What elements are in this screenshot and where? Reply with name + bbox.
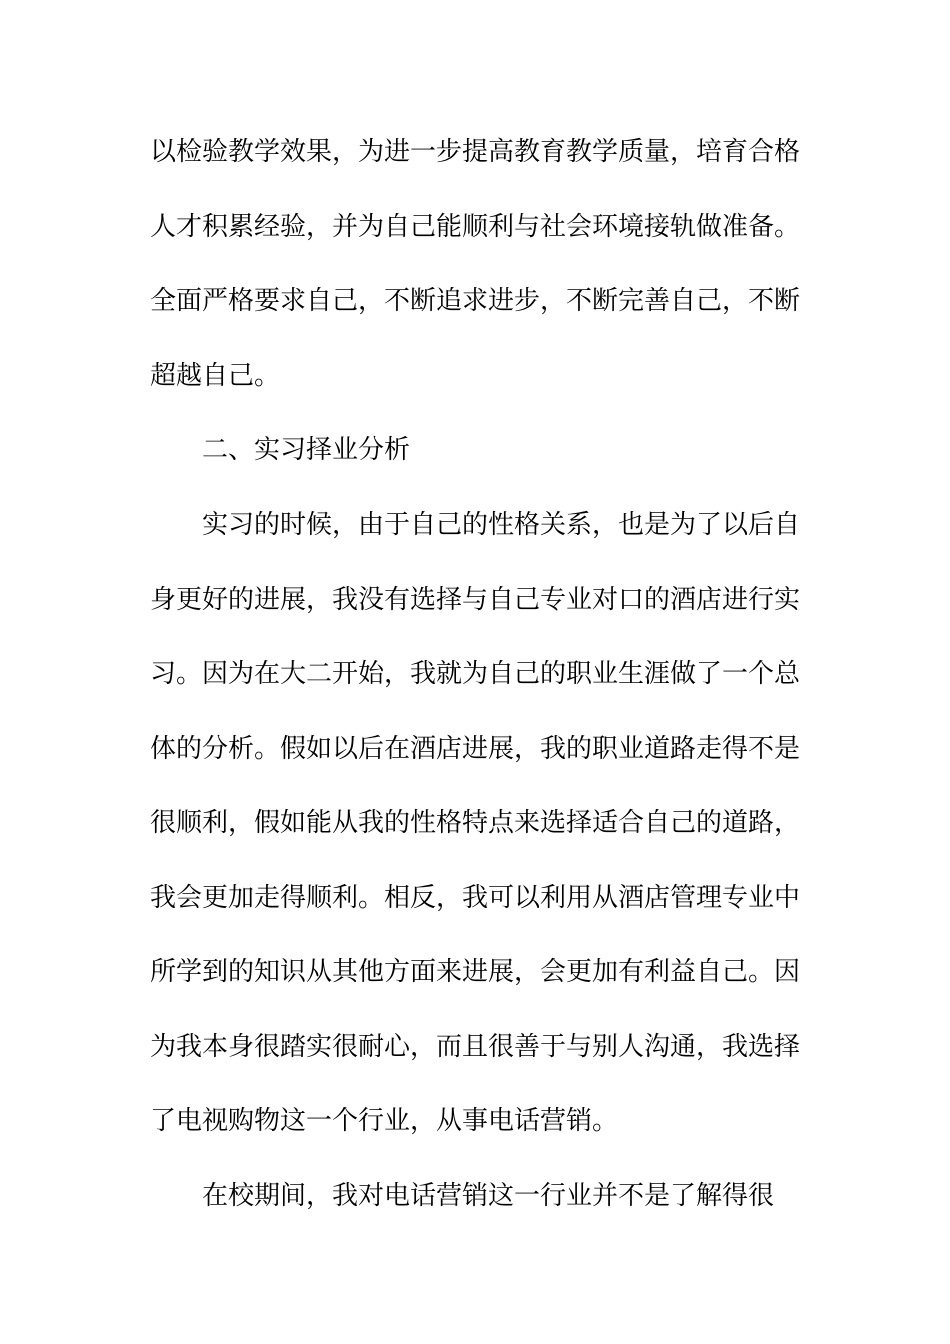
paragraph-2-line-1: 实习的时候，由于自己的性格关系，也是为了以后自 (202, 510, 800, 540)
paragraph-1-line-4: 超越自己。 (150, 361, 281, 391)
section-heading: 二、实习择业分析 (202, 435, 411, 465)
paragraph-2-line-6: 我会更加走得顺利。相反，我可以利用从酒店管理专业中 (150, 883, 800, 913)
paragraph-2-line-2: 身更好的进展，我没有选择与自己专业对口的酒店进行实 (150, 585, 800, 615)
paragraph-3-line-1: 在校期间，我对电话营销这一行业并不是了解得很 (202, 1181, 775, 1211)
paragraph-1-line-3: 全面严格要求自己，不断追求进步，不断完善自己，不断 (150, 286, 800, 316)
paragraph-2-line-9: 了电视购物这一个行业，从事电话营销。 (150, 1106, 619, 1136)
paragraph-2-line-3: 习。因为在大二开始，我就为自己的职业生涯做了一个总 (150, 659, 800, 689)
paragraph-1-line-1: 以检验教学效果，为进一步提高教育教学质量，培育合格 (150, 137, 800, 167)
paragraph-2-line-7: 所学到的知识从其他方面来进展，会更加有利益自己。因 (150, 957, 800, 987)
paragraph-2-line-4: 体的分析。假如以后在酒店进展，我的职业道路走得不是 (150, 734, 800, 764)
paragraph-2-line-5: 很顺利，假如能从我的性格特点来选择适合自己的道路， (150, 808, 800, 838)
paragraph-2-line-8: 为我本身很踏实很耐心，而且很善于与别人沟通，我选择 (150, 1032, 800, 1062)
paragraph-1-line-2: 人才积累经验，并为自己能顺利与社会环境接轨做准备。 (150, 212, 800, 242)
